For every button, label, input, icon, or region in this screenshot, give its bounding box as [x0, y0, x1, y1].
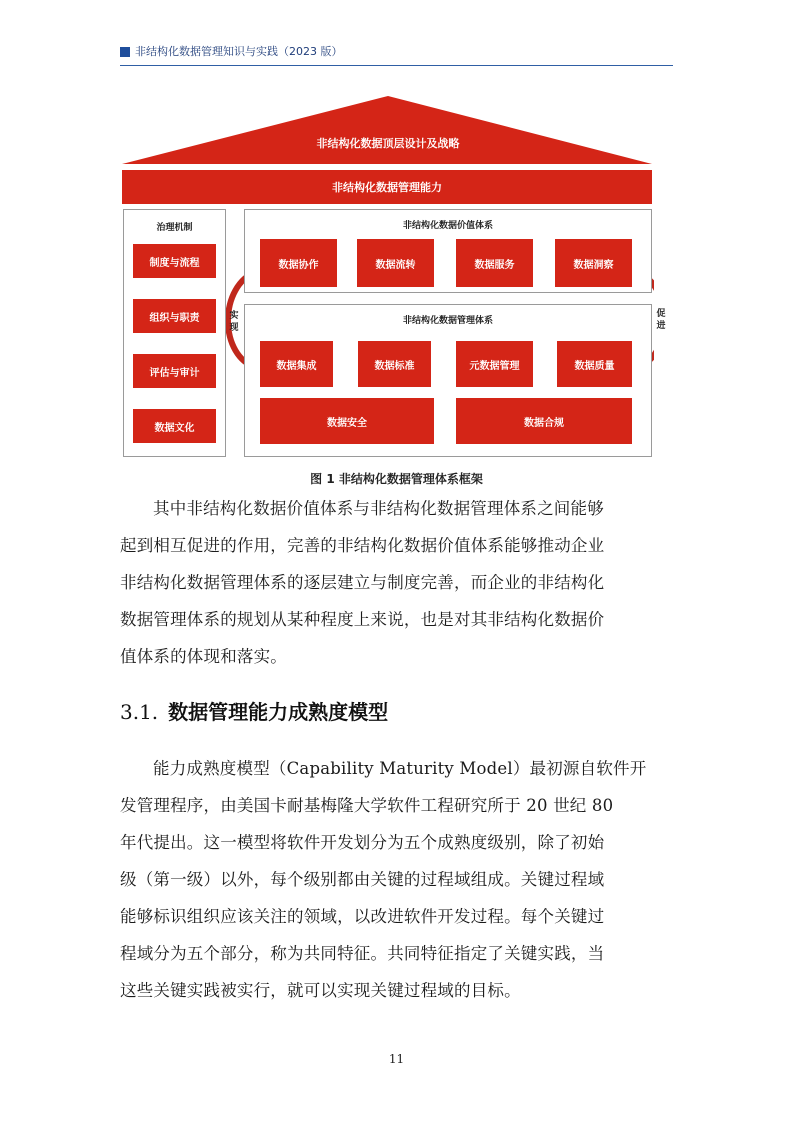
governance-title: 治理机制 [156, 223, 193, 233]
mgmt-system-title: 非结构化数据管理体系 [402, 316, 493, 326]
section-title: 数据管理能力成熟度模型 [168, 700, 389, 724]
mgmt-item: 数据质量 [557, 341, 632, 387]
paragraph-2 [120, 750, 673, 1009]
section-number: 3.1. [120, 700, 159, 724]
left-arrow-label: 实现 [229, 311, 239, 333]
paragraph-line: 发管理程序，由美国卡耐基梅隆大学软件工程研究所于 20 世纪 80 [120, 796, 614, 815]
value-system-panel [244, 209, 652, 293]
page-number: 11 [388, 1052, 405, 1066]
paragraph-line: 数据管理体系的规划从某种程度上来说，也是对其非结构化数据价 [120, 610, 605, 629]
running-header [120, 44, 673, 66]
paragraph-line: 能力成熟度模型（Capability Maturity Model）最初源自软件开 [153, 759, 647, 778]
capability-bar: 非结构化数据管理能力 [122, 170, 652, 204]
mgmt-bottom-item: 数据合规 [456, 398, 632, 444]
value-item: 数据洞察 [555, 239, 632, 287]
mgmt-item: 数据标准 [358, 341, 431, 387]
governance-item: 数据文化 [133, 409, 216, 443]
header-square-icon [120, 47, 130, 57]
value-item: 数据服务 [456, 239, 533, 287]
paragraph-line: 这些关键实践被实行，就可以实现关键过程域的目标。 [120, 981, 521, 1000]
value-item: 数据流转 [357, 239, 434, 287]
framework-diagram [122, 96, 666, 460]
mgmt-system-panel [244, 304, 652, 457]
paragraph-line: 非结构化数据管理体系的逐层建立与制度完善，而企业的非结构化 [120, 573, 605, 592]
paragraph-line: 能够标识组织应该关注的领域，以改进软件开发过程。每个关键过 [120, 907, 605, 926]
right-arrow-label: 促进 [656, 309, 666, 331]
section-heading [120, 696, 388, 725]
mgmt-item: 元数据管理 [456, 341, 533, 387]
paragraph-line: 年代提出。这一模型将软件开发划分为五个成熟度级别，除了初始 [120, 833, 605, 852]
value-system-title: 非结构化数据价值体系 [402, 221, 493, 231]
paragraph-line: 起到相互促进的作用，完善的非结构化数据价值体系能够推动企业 [120, 536, 605, 555]
roof-label: 非结构化数据顶层设计及战略 [316, 137, 460, 150]
paragraph-line: 级（第一级）以外，每个级别都由关键的过程域组成。关键过程域 [120, 870, 605, 889]
governance-panel [123, 209, 226, 457]
paragraph-line: 值体系的体现和落实。 [120, 647, 287, 666]
paragraph-line: 其中非结构化数据价值体系与非结构化数据管理体系之间能够 [153, 499, 604, 518]
header-title: 非结构化数据管理知识与实践（2023 版） [135, 45, 343, 58]
paragraph-line: 程域分为五个部分，称为共同特征。共同特征指定了关键实践，当 [120, 944, 605, 963]
governance-item: 组织与职责 [133, 299, 216, 333]
paragraph-1 [120, 490, 673, 675]
value-item: 数据协作 [260, 239, 337, 287]
governance-item: 评估与审计 [133, 354, 216, 388]
figure-caption: 图 1 非结构化数据管理体系框架 [310, 472, 483, 486]
mgmt-item: 数据集成 [260, 341, 333, 387]
mgmt-bottom-item: 数据安全 [260, 398, 434, 444]
governance-item: 制度与流程 [133, 244, 216, 278]
